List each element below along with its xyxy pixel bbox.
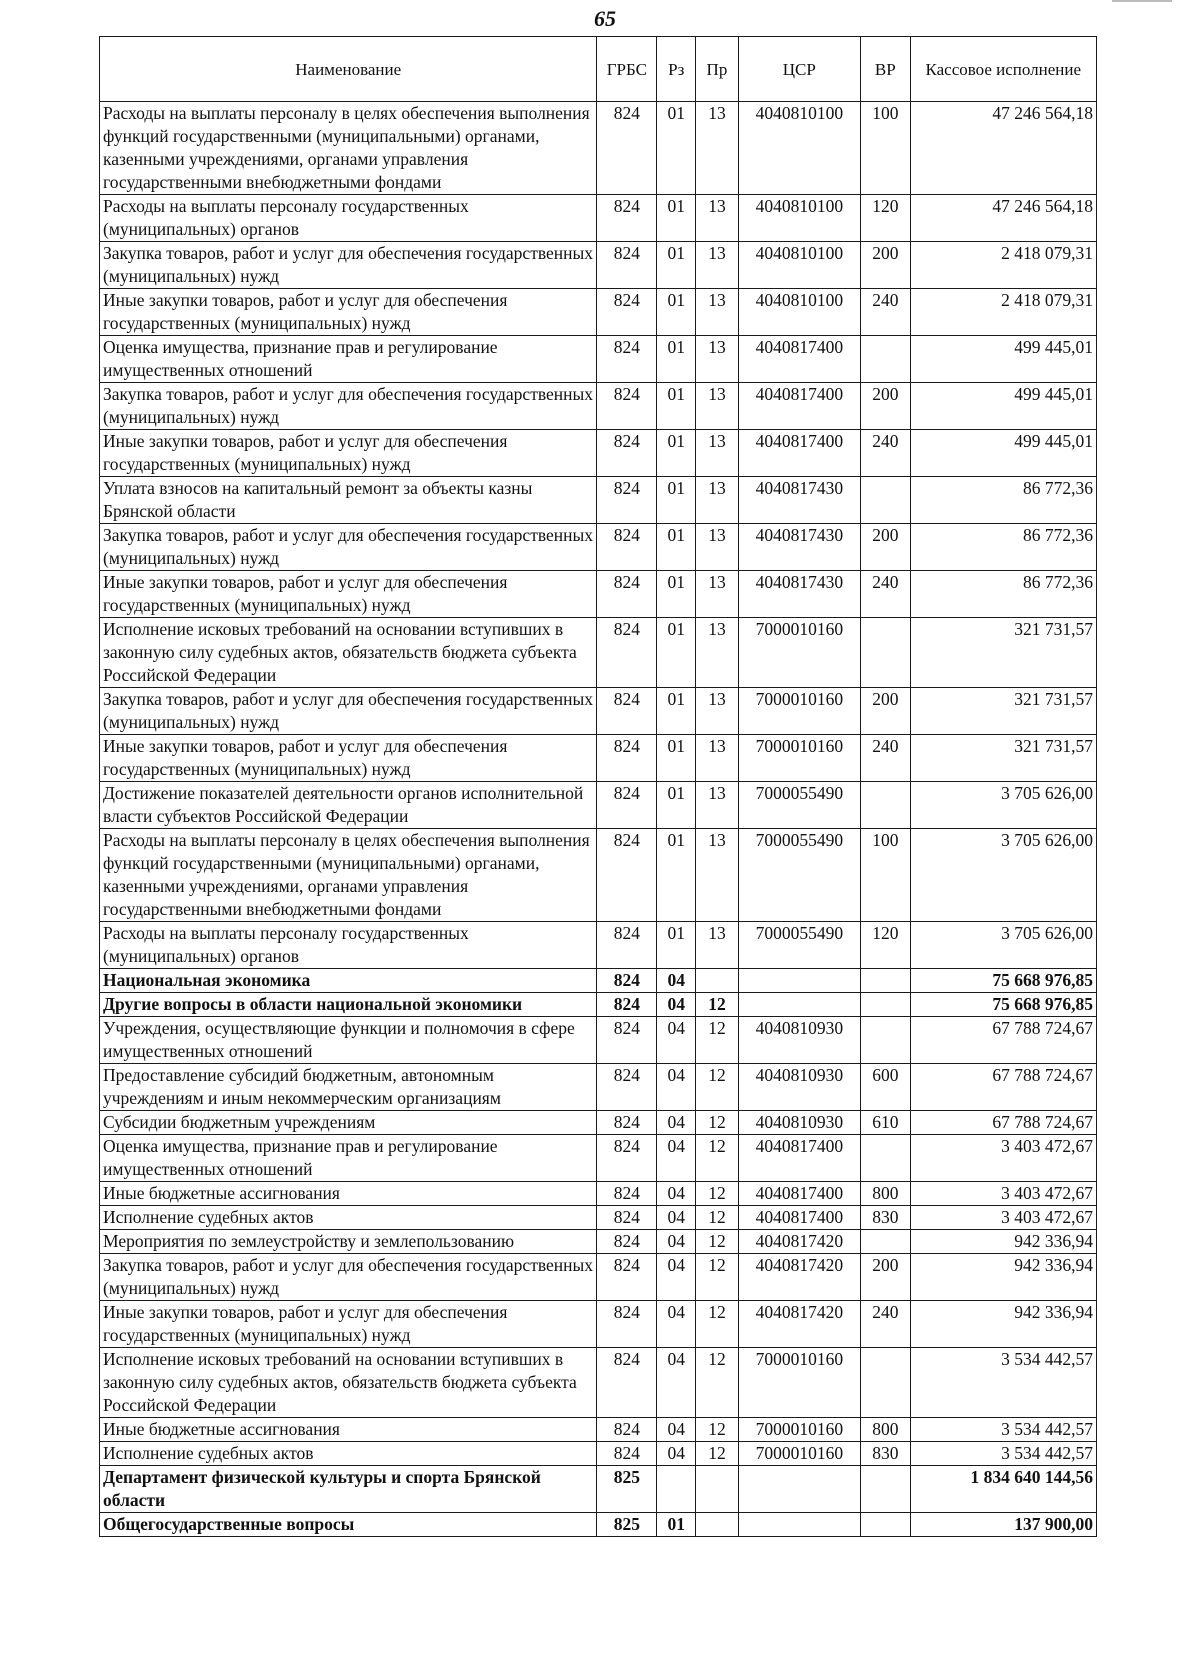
row-csr: 4040817400 xyxy=(738,336,861,383)
column-header-pr: Пр xyxy=(696,37,738,102)
row-pr xyxy=(696,1466,738,1513)
row-vr: 240 xyxy=(861,735,910,782)
row-name: Иные бюджетные ассигнования xyxy=(100,1418,597,1442)
row-csr: 4040817400 xyxy=(738,1182,861,1206)
row-csr: 4040810100 xyxy=(738,102,861,195)
row-grbs: 824 xyxy=(597,1135,657,1182)
row-pr: 12 xyxy=(696,1017,738,1064)
row-amount: 47 246 564,18 xyxy=(910,195,1096,242)
column-header-vr: ВР xyxy=(861,37,910,102)
row-csr: 7000010160 xyxy=(738,618,861,688)
row-pr: 13 xyxy=(696,829,738,922)
row-rz: 04 xyxy=(657,1111,696,1135)
row-grbs: 824 xyxy=(597,336,657,383)
row-amount: 3 403 472,67 xyxy=(910,1206,1096,1230)
row-amount: 942 336,94 xyxy=(910,1230,1096,1254)
row-grbs: 824 xyxy=(597,1017,657,1064)
table-row xyxy=(100,1442,1097,1466)
row-amount: 3 403 472,67 xyxy=(910,1182,1096,1206)
row-amount: 86 772,36 xyxy=(910,571,1096,618)
row-name: Закупка товаров, работ и услуг для обеспечения государственных (муниципальных) нужд xyxy=(100,383,597,430)
row-pr: 13 xyxy=(696,922,738,969)
scan-mark xyxy=(1112,0,1172,2)
row-grbs: 824 xyxy=(597,1206,657,1230)
column-header-csr: ЦСР xyxy=(738,37,861,102)
row-rz: 01 xyxy=(657,922,696,969)
table-row xyxy=(100,242,1097,289)
row-vr xyxy=(861,1017,910,1064)
table-row xyxy=(100,383,1097,430)
row-pr xyxy=(696,1513,738,1537)
row-grbs: 824 xyxy=(597,524,657,571)
column-header-name: Наименование xyxy=(100,37,597,102)
row-grbs: 824 xyxy=(597,430,657,477)
row-csr: 4040817400 xyxy=(738,383,861,430)
row-grbs: 824 xyxy=(597,735,657,782)
row-csr: 7000010160 xyxy=(738,1442,861,1466)
row-amount: 3 705 626,00 xyxy=(910,922,1096,969)
row-name: Иные закупки товаров, работ и услуг для обеспечения государственных (муниципальных) нужд xyxy=(100,1301,597,1348)
row-name: Оценка имущества, признание прав и регулирование имущественных отношений xyxy=(100,1135,597,1182)
row-grbs: 824 xyxy=(597,922,657,969)
row-amount: 2 418 079,31 xyxy=(910,242,1096,289)
row-vr: 830 xyxy=(861,1442,910,1466)
row-name: Расходы на выплаты персоналу государственных (муниципальных) органов xyxy=(100,195,597,242)
table-row xyxy=(100,782,1097,829)
row-grbs: 824 xyxy=(597,969,657,993)
row-name: Департамент физической культуры и спорта Брянской области xyxy=(100,1466,597,1513)
row-name: Закупка товаров, работ и услуг для обеспечения государственных (муниципальных) нужд xyxy=(100,524,597,571)
row-name: Исполнение судебных актов xyxy=(100,1442,597,1466)
row-csr: 4040817420 xyxy=(738,1230,861,1254)
row-csr: 4040817430 xyxy=(738,524,861,571)
row-vr: 240 xyxy=(861,571,910,618)
row-amount: 3 705 626,00 xyxy=(910,782,1096,829)
row-name: Достижение показателей деятельности органов исполнительной власти субъектов Российской Федерации xyxy=(100,782,597,829)
row-pr: 12 xyxy=(696,1230,738,1254)
row-vr xyxy=(861,1230,910,1254)
row-grbs: 824 xyxy=(597,477,657,524)
row-pr: 12 xyxy=(696,1064,738,1111)
row-vr: 200 xyxy=(861,383,910,430)
row-pr: 12 xyxy=(696,1206,738,1230)
row-grbs: 824 xyxy=(597,1182,657,1206)
row-rz: 04 xyxy=(657,969,696,993)
row-grbs: 824 xyxy=(597,1111,657,1135)
row-amount: 75 668 976,85 xyxy=(910,969,1096,993)
table-row xyxy=(100,289,1097,336)
row-amount: 2 418 079,31 xyxy=(910,289,1096,336)
table-row xyxy=(100,829,1097,922)
row-grbs: 824 xyxy=(597,1254,657,1301)
row-rz: 04 xyxy=(657,1254,696,1301)
row-pr: 12 xyxy=(696,1182,738,1206)
row-name: Учреждения, осуществляющие функции и полномочия в сфере имущественных отношений xyxy=(100,1017,597,1064)
row-amount: 1 834 640 144,56 xyxy=(910,1466,1096,1513)
row-grbs: 824 xyxy=(597,1064,657,1111)
table-row xyxy=(100,993,1097,1017)
row-grbs: 824 xyxy=(597,289,657,336)
row-name: Оценка имущества, признание прав и регулирование имущественных отношений xyxy=(100,336,597,383)
row-vr xyxy=(861,618,910,688)
row-name: Иные закупки товаров, работ и услуг для обеспечения государственных (муниципальных) нужд xyxy=(100,289,597,336)
row-rz: 01 xyxy=(657,735,696,782)
row-vr: 600 xyxy=(861,1064,910,1111)
row-rz: 04 xyxy=(657,993,696,1017)
row-pr: 13 xyxy=(696,336,738,383)
table-body xyxy=(100,102,1097,1537)
row-pr: 13 xyxy=(696,477,738,524)
row-vr: 240 xyxy=(861,289,910,336)
row-pr: 13 xyxy=(696,102,738,195)
row-pr: 13 xyxy=(696,735,738,782)
row-pr: 13 xyxy=(696,430,738,477)
row-rz: 01 xyxy=(657,829,696,922)
row-pr: 13 xyxy=(696,524,738,571)
table-row xyxy=(100,336,1097,383)
row-csr: 7000010160 xyxy=(738,735,861,782)
row-rz: 04 xyxy=(657,1064,696,1111)
row-vr: 800 xyxy=(861,1182,910,1206)
row-name: Закупка товаров, работ и услуг для обеспечения государственных (муниципальных) нужд xyxy=(100,688,597,735)
row-csr xyxy=(738,969,861,993)
row-csr: 4040817400 xyxy=(738,430,861,477)
row-name: Исполнение исковых требований на основании вступивших в законную силу судебных актов, обязательств бюджета субъекта Российской Федерации xyxy=(100,618,597,688)
row-grbs: 824 xyxy=(597,571,657,618)
row-name: Закупка товаров, работ и услуг для обеспечения государственных (муниципальных) нужд xyxy=(100,242,597,289)
row-grbs: 824 xyxy=(597,383,657,430)
table-row xyxy=(100,1017,1097,1064)
row-grbs: 824 xyxy=(597,829,657,922)
row-csr: 7000055490 xyxy=(738,922,861,969)
row-amount: 86 772,36 xyxy=(910,477,1096,524)
row-grbs: 824 xyxy=(597,195,657,242)
header-row xyxy=(100,37,1097,102)
table-row xyxy=(100,688,1097,735)
row-vr: 200 xyxy=(861,242,910,289)
row-rz: 01 xyxy=(657,477,696,524)
row-grbs: 824 xyxy=(597,1348,657,1418)
table-row xyxy=(100,618,1097,688)
row-csr xyxy=(738,1466,861,1513)
row-rz: 01 xyxy=(657,289,696,336)
table-row xyxy=(100,735,1097,782)
row-grbs: 825 xyxy=(597,1513,657,1537)
row-vr: 100 xyxy=(861,102,910,195)
row-amount: 499 445,01 xyxy=(910,336,1096,383)
table-row xyxy=(100,1466,1097,1513)
row-pr: 12 xyxy=(696,1348,738,1418)
row-csr xyxy=(738,993,861,1017)
row-amount: 137 900,00 xyxy=(910,1513,1096,1537)
row-name: Уплата взносов на капитальный ремонт за объекты казны Брянской области xyxy=(100,477,597,524)
row-rz: 01 xyxy=(657,430,696,477)
row-vr: 200 xyxy=(861,1254,910,1301)
row-vr: 100 xyxy=(861,829,910,922)
table-row xyxy=(100,922,1097,969)
row-vr: 610 xyxy=(861,1111,910,1135)
row-amount: 499 445,01 xyxy=(910,383,1096,430)
row-name: Национальная экономика xyxy=(100,969,597,993)
row-grbs: 824 xyxy=(597,618,657,688)
row-vr xyxy=(861,782,910,829)
row-csr: 4040817420 xyxy=(738,1254,861,1301)
column-header-grbs: ГРБС xyxy=(597,37,657,102)
table-row xyxy=(100,571,1097,618)
table-row xyxy=(100,1064,1097,1111)
row-rz: 01 xyxy=(657,102,696,195)
row-rz: 01 xyxy=(657,336,696,383)
row-name: Общегосударственные вопросы xyxy=(100,1513,597,1537)
row-vr xyxy=(861,477,910,524)
row-csr xyxy=(738,1513,861,1537)
row-vr xyxy=(861,1513,910,1537)
row-amount: 67 788 724,67 xyxy=(910,1017,1096,1064)
row-amount: 67 788 724,67 xyxy=(910,1064,1096,1111)
row-grbs: 824 xyxy=(597,1442,657,1466)
row-name: Расходы на выплаты персоналу в целях обеспечения выполнения функций государственными (муниципальными) органами, казенными учреждениями, органами управления государственными внебюджетными фондами xyxy=(100,829,597,922)
row-amount: 3 534 442,57 xyxy=(910,1418,1096,1442)
row-csr: 4040810100 xyxy=(738,195,861,242)
row-pr: 12 xyxy=(696,1301,738,1348)
row-grbs: 824 xyxy=(597,782,657,829)
row-rz: 01 xyxy=(657,242,696,289)
table-row xyxy=(100,969,1097,993)
row-vr: 120 xyxy=(861,922,910,969)
row-csr: 4040817400 xyxy=(738,1206,861,1230)
row-vr: 120 xyxy=(861,195,910,242)
row-name: Исполнение судебных актов xyxy=(100,1206,597,1230)
row-name: Мероприятия по землеустройству и землепользованию xyxy=(100,1230,597,1254)
row-csr: 4040810930 xyxy=(738,1017,861,1064)
row-pr: 12 xyxy=(696,1442,738,1466)
row-rz: 04 xyxy=(657,1182,696,1206)
table-row xyxy=(100,1111,1097,1135)
row-vr: 830 xyxy=(861,1206,910,1230)
table-row xyxy=(100,1348,1097,1418)
row-name: Другие вопросы в области национальной экономики xyxy=(100,993,597,1017)
row-name: Исполнение исковых требований на основании вступивших в законную силу судебных актов, обязательств бюджета субъекта Российской Федерации xyxy=(100,1348,597,1418)
row-name: Иные закупки товаров, работ и услуг для обеспечения государственных (муниципальных) нужд xyxy=(100,430,597,477)
row-csr: 4040810930 xyxy=(738,1064,861,1111)
row-amount: 75 668 976,85 xyxy=(910,993,1096,1017)
row-csr: 4040817420 xyxy=(738,1301,861,1348)
row-amount: 499 445,01 xyxy=(910,430,1096,477)
row-pr: 13 xyxy=(696,195,738,242)
row-name: Предоставление субсидий бюджетным, автономным учреждениям и иным некоммерческим организациям xyxy=(100,1064,597,1111)
row-name: Расходы на выплаты персоналу государственных (муниципальных) органов xyxy=(100,922,597,969)
table-header xyxy=(100,37,1097,102)
row-vr xyxy=(861,969,910,993)
row-amount: 942 336,94 xyxy=(910,1301,1096,1348)
row-vr: 200 xyxy=(861,688,910,735)
row-csr: 7000010160 xyxy=(738,1348,861,1418)
row-amount: 3 534 442,57 xyxy=(910,1442,1096,1466)
row-pr: 12 xyxy=(696,1418,738,1442)
row-amount: 321 731,57 xyxy=(910,618,1096,688)
row-csr: 4040810100 xyxy=(738,242,861,289)
row-rz: 01 xyxy=(657,688,696,735)
row-csr: 7000010160 xyxy=(738,1418,861,1442)
row-rz: 04 xyxy=(657,1348,696,1418)
row-grbs: 824 xyxy=(597,993,657,1017)
column-header-rz: Рз xyxy=(657,37,696,102)
table-row xyxy=(100,195,1097,242)
row-vr xyxy=(861,336,910,383)
table-row xyxy=(100,430,1097,477)
row-rz: 01 xyxy=(657,571,696,618)
row-csr: 4040817430 xyxy=(738,571,861,618)
row-vr xyxy=(861,1135,910,1182)
table-row xyxy=(100,1301,1097,1348)
row-grbs: 825 xyxy=(597,1466,657,1513)
row-csr: 4040817430 xyxy=(738,477,861,524)
table-row xyxy=(100,1182,1097,1206)
row-rz: 04 xyxy=(657,1442,696,1466)
row-vr: 200 xyxy=(861,524,910,571)
row-name: Закупка товаров, работ и услуг для обеспечения государственных (муниципальных) нужд xyxy=(100,1254,597,1301)
row-amount: 3 534 442,57 xyxy=(910,1348,1096,1418)
row-amount: 321 731,57 xyxy=(910,688,1096,735)
row-name: Субсидии бюджетным учреждениям xyxy=(100,1111,597,1135)
row-pr: 13 xyxy=(696,242,738,289)
row-pr: 13 xyxy=(696,571,738,618)
row-rz: 01 xyxy=(657,782,696,829)
table-row xyxy=(100,524,1097,571)
row-vr: 240 xyxy=(861,430,910,477)
row-csr: 4040817400 xyxy=(738,1135,861,1182)
row-grbs: 824 xyxy=(597,1230,657,1254)
row-amount: 942 336,94 xyxy=(910,1254,1096,1301)
row-amount: 321 731,57 xyxy=(910,735,1096,782)
row-rz: 01 xyxy=(657,1513,696,1537)
row-pr: 12 xyxy=(696,1135,738,1182)
row-amount: 86 772,36 xyxy=(910,524,1096,571)
row-pr: 13 xyxy=(696,383,738,430)
row-rz: 04 xyxy=(657,1206,696,1230)
row-amount: 3 705 626,00 xyxy=(910,829,1096,922)
row-rz: 01 xyxy=(657,195,696,242)
row-pr: 13 xyxy=(696,688,738,735)
table-row xyxy=(100,1418,1097,1442)
row-grbs: 824 xyxy=(597,1418,657,1442)
row-pr: 12 xyxy=(696,1254,738,1301)
row-vr xyxy=(861,993,910,1017)
row-name: Иные закупки товаров, работ и услуг для обеспечения государственных (муниципальных) нужд xyxy=(100,571,597,618)
row-grbs: 824 xyxy=(597,1301,657,1348)
row-csr: 7000055490 xyxy=(738,782,861,829)
table-row xyxy=(100,1206,1097,1230)
row-rz: 01 xyxy=(657,618,696,688)
table-row xyxy=(100,1230,1097,1254)
row-rz: 04 xyxy=(657,1135,696,1182)
row-amount: 3 403 472,67 xyxy=(910,1135,1096,1182)
row-vr: 240 xyxy=(861,1301,910,1348)
row-vr xyxy=(861,1466,910,1513)
row-rz: 01 xyxy=(657,524,696,571)
row-name: Расходы на выплаты персоналу в целях обеспечения выполнения функций государственными (муниципальными) органами, казенными учреждениями, органами управления государственными внебюджетными фондами xyxy=(100,102,597,195)
row-rz: 04 xyxy=(657,1017,696,1064)
row-vr: 800 xyxy=(861,1418,910,1442)
row-amount: 47 246 564,18 xyxy=(910,102,1096,195)
table-row xyxy=(100,477,1097,524)
row-grbs: 824 xyxy=(597,688,657,735)
budget-execution-table xyxy=(99,36,1097,1537)
page-number: 65 xyxy=(594,6,616,31)
row-pr: 12 xyxy=(696,993,738,1017)
row-rz: 04 xyxy=(657,1418,696,1442)
row-pr xyxy=(696,969,738,993)
row-csr: 4040810930 xyxy=(738,1111,861,1135)
row-grbs: 824 xyxy=(597,242,657,289)
row-pr: 12 xyxy=(696,1111,738,1135)
row-pr: 13 xyxy=(696,289,738,336)
row-csr: 4040810100 xyxy=(738,289,861,336)
table-row xyxy=(100,102,1097,195)
row-rz: 04 xyxy=(657,1230,696,1254)
row-pr: 13 xyxy=(696,618,738,688)
table-row xyxy=(100,1135,1097,1182)
row-grbs: 824 xyxy=(597,102,657,195)
row-pr: 13 xyxy=(696,782,738,829)
row-rz: 01 xyxy=(657,383,696,430)
row-csr: 7000055490 xyxy=(738,829,861,922)
row-name: Иные закупки товаров, работ и услуг для обеспечения государственных (муниципальных) нужд xyxy=(100,735,597,782)
row-rz xyxy=(657,1466,696,1513)
table-row xyxy=(100,1254,1097,1301)
row-rz: 04 xyxy=(657,1301,696,1348)
row-vr xyxy=(861,1348,910,1418)
row-name: Иные бюджетные ассигнования xyxy=(100,1182,597,1206)
row-amount: 67 788 724,67 xyxy=(910,1111,1096,1135)
column-header-amount: Кассовое исполнение xyxy=(910,37,1096,102)
table-row xyxy=(100,1513,1097,1537)
row-csr: 7000010160 xyxy=(738,688,861,735)
